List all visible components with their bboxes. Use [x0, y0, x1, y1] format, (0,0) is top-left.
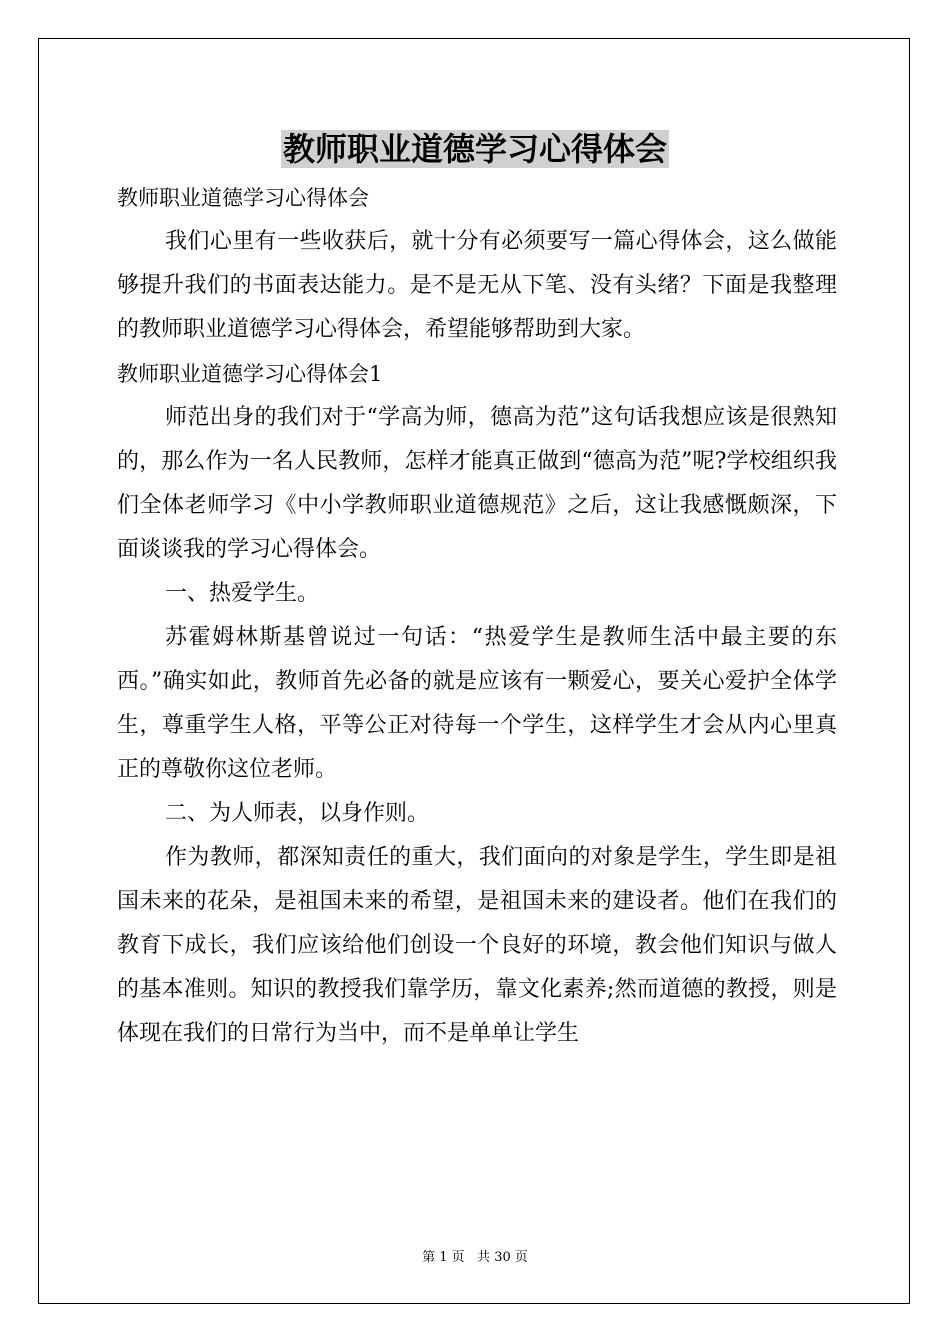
- page-footer: 第 1 页 共 30 页: [422, 1250, 528, 1265]
- paragraph: 苏霍姆林斯基曾说过一句话：“热爱学生是教师生活中最主要的东西。”确实如此，教师首先必备的就是应该有一颗爱心，要关心爱护全体学生，尊重学生人格，平等公正对待每一个学生，这样学生才会从内心里真正的尊敬你这位老师。: [117, 625, 837, 782]
- section-heading: 二、为人师表，以身作则。: [165, 801, 430, 826]
- document-body: [117, 176, 837, 1056]
- document-title-text: 教师职业道德学习心得体会: [282, 130, 667, 168]
- subheading: 教师职业道德学习心得体会: [117, 186, 369, 210]
- paragraph: 作为教师，都深知责任的重大，我们面向的对象是学生，学生即是祖国未来的花朵，是祖国未来的希望，是祖国未来的建设者。他们在我们的教育下成长，我们应该给他们创设一个良好的环境，教会他们知识与做人的基本准则。知识的教授我们靠学历，靠文化素养;然而道德的教授，则是体现在我们的日常行为当中，而不是单单让学生: [117, 845, 837, 1046]
- document-title: [0, 126, 950, 172]
- paragraph: 我们心里有一些收获后，就十分有必须要写一篇心得体会，这么做能够提升我们的书面表达能力。是不是无从下笔、没有头绪？下面是我整理的教师职业道德学习心得体会，希望能够帮助到大家。: [117, 229, 837, 342]
- paragraph: 师范出身的我们对于“学高为师，德高为范”这句话我想应该是很熟知的，那么作为一名人民教师，怎样才能真正做到“德高为范”呢?学校组织我们全体老师学习《中小学教师职业道德规范》之后，这让我感慨颇深，下面谈谈我的学习心得体会。: [117, 405, 837, 562]
- subheading: 教师职业道德学习心得体会1: [117, 362, 383, 386]
- section-heading: 一、热爱学生。: [165, 581, 320, 606]
